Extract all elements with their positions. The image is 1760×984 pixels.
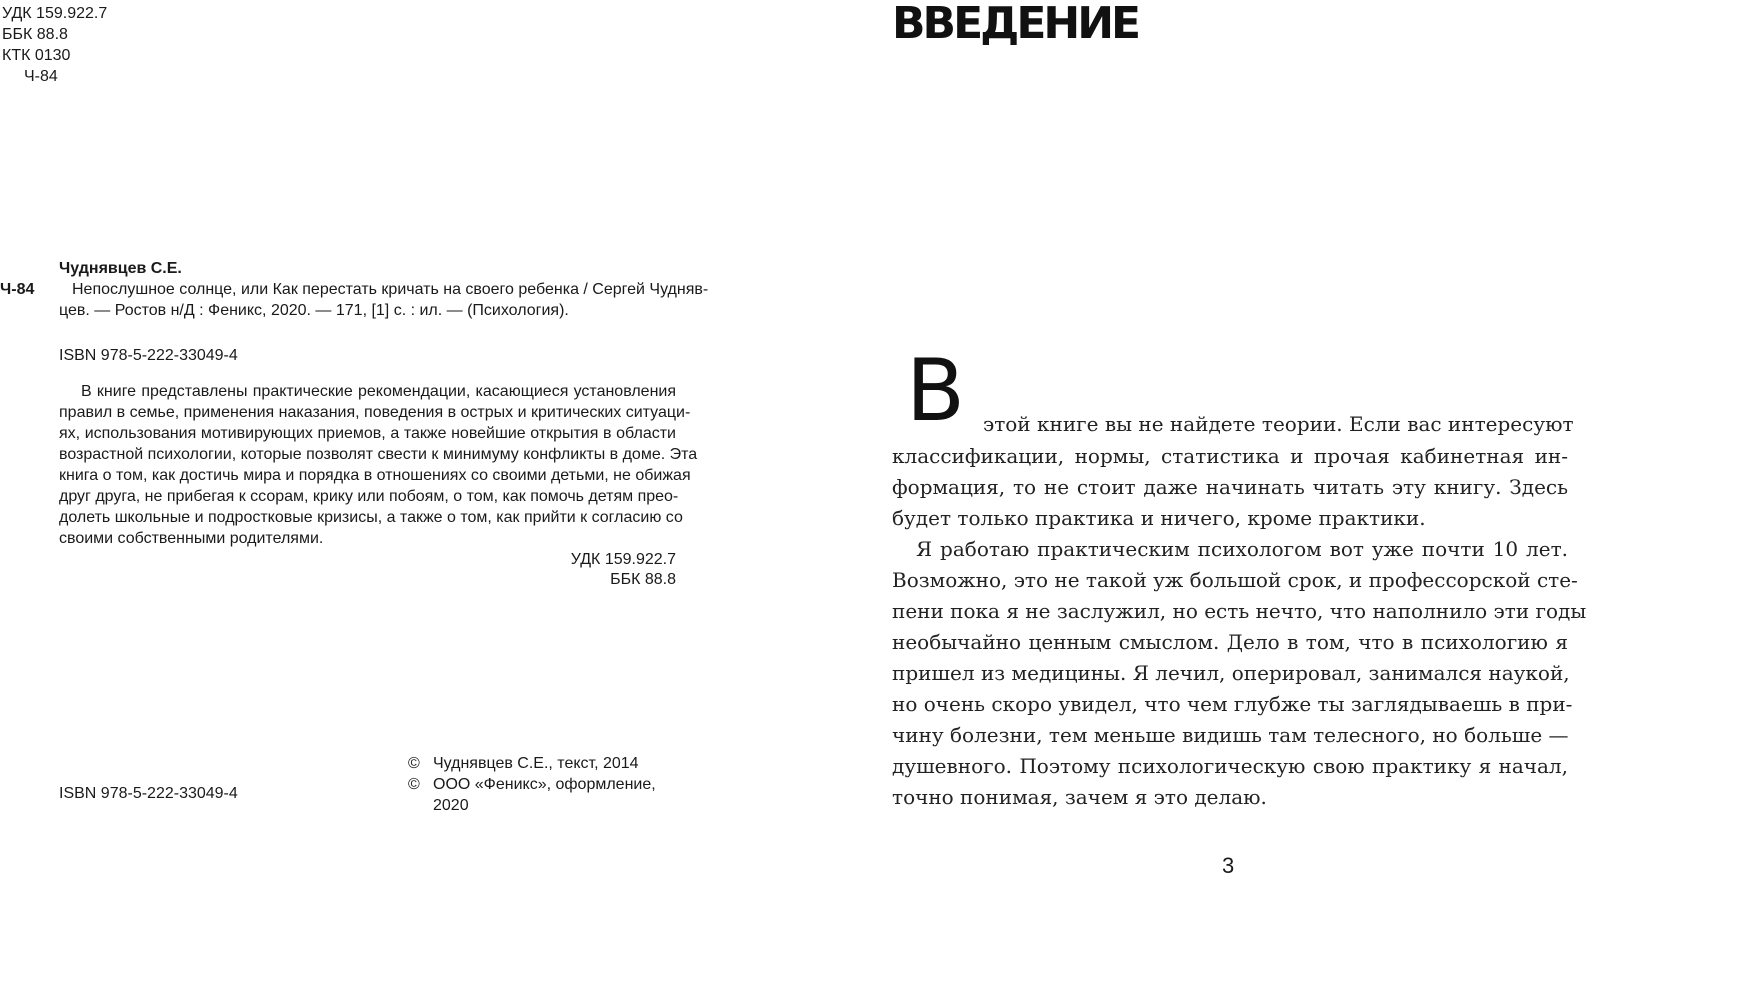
annotation-line: книга о том, как достичь мира и порядка в отношениях со своими детьми, не обижая [59, 467, 691, 484]
annotation [59, 381, 698, 549]
paragraph-line: будет только практика и ничего, кроме практики. [892, 506, 1426, 530]
annotation-line: возрастной психологии, которые позволят свести к минимуму конфликты в доме. Эта [59, 446, 698, 463]
paragraph-line: пени пока я не заслужил, но есть нечто, что наполнило эти годы [892, 599, 1587, 623]
copyright-line [408, 774, 656, 795]
description-line-1: Непослушное солнце, или Как перестать кричать на своего ребенка / Сергей Чудняв- [72, 281, 709, 298]
paragraph-line: чину болезни, тем меньше видишь там телесного, но больше — [892, 723, 1569, 747]
annotation-line: В книге представлены практические рекомендации, касающиеся установления [81, 383, 676, 400]
isbn-top: ISBN 978-5-222-33049-4 [59, 347, 238, 364]
copyright-year: 2020 [433, 797, 469, 814]
bbk-code: ББК 88.8 [2, 26, 68, 43]
author-mark: Ч-84 [24, 68, 58, 85]
description-line-2: цев. — Ростов н/Д : Феникс, 2020. — 171, [1] с. : ил. — (Психология). [59, 302, 569, 319]
paragraph-line: Я работаю практическим психологом вот уже почти 10 лет. [916, 537, 1568, 561]
isbn-bottom: ISBN 978-5-222-33049-4 [59, 785, 238, 802]
author-name: Чуднявцев С.Е. [59, 260, 182, 277]
classification-codes [2, 3, 107, 87]
paragraph-line: необычайно ценным смыслом. Дело в том, что в психологию я [892, 630, 1568, 654]
annotation-line: своими собственными родителями. [59, 530, 324, 547]
paragraph-line: этой книге вы не найдете теории. Если вас интересуют [983, 412, 1574, 436]
copyright-block [408, 753, 656, 816]
annotation-line: правил в семье, применения наказания, поведения в острых и критических ситуаци- [59, 404, 691, 421]
copyright-text: ООО «Феникс», оформление, [433, 776, 656, 793]
copyright-text: Чуднявцев С.Е., текст, 2014 [433, 755, 639, 772]
paragraph-line: пришел из медицины. Я лечил, оперировал, занимался наукой, [892, 661, 1570, 685]
annotation-line: ях, использования мотивирующих приемов, а также новейшие открытия в области [59, 425, 676, 442]
copyright-symbol: © [408, 776, 420, 793]
paragraph-line: формация, то не стоит даже начинать читать эту книгу. Здесь [892, 475, 1568, 499]
ktk-code: КТК 0130 [2, 47, 71, 64]
copyright-line [408, 753, 656, 774]
drop-cap: В [906, 341, 965, 441]
bibliographic-record [0, 258, 760, 321]
udk-code: УДК 159.922.7 [2, 5, 108, 22]
page-number: 3 [1222, 853, 1235, 878]
right-page [880, 0, 1760, 984]
body-text [892, 341, 1587, 813]
annotation-line: долеть школьные и подростковые кризисы, а также о том, как прийти к согласию со [59, 509, 683, 526]
paragraph-line: классификации, нормы, статистика и прочая кабинетная ин- [892, 444, 1568, 468]
paragraph-line: Возможно, это не такой уж большой срок, и профессорской сте- [892, 568, 1578, 592]
paragraph-line: но очень скоро увидел, что чем глубже ты заглядываешь в при- [892, 692, 1573, 716]
bbk-repeat: ББК 88.8 [610, 571, 676, 588]
paragraph-line: душевного. Поэтому психологическую свою практику я начал, [892, 754, 1568, 778]
first-line-block [892, 341, 1574, 441]
catalog-code: Ч-84 [0, 281, 35, 298]
chapter-heading: ВВЕДЕНИЕ [892, 0, 1139, 49]
copyright-symbol: © [408, 755, 420, 772]
udk-bbk-block [480, 550, 676, 590]
paragraph-line: точно понимая, зачем я это делаю. [892, 785, 1267, 809]
udk-repeat: УДК 159.922.7 [570, 551, 676, 568]
annotation-line: друг друга, не прибегая к ссорам, крику или побоям, о том, как помочь детям прео- [59, 488, 679, 505]
